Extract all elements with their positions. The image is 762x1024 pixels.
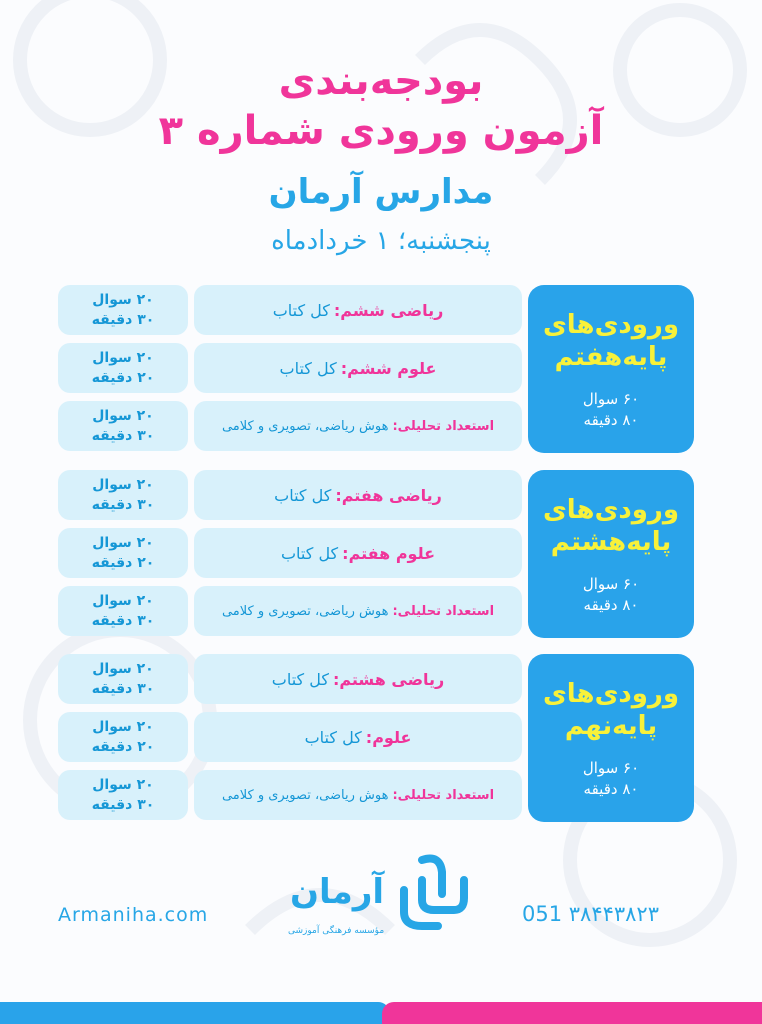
grade-label-line1: ورودی‌های — [542, 310, 680, 340]
subject-description: کل کتاب — [280, 543, 339, 563]
logo-subtitle: مؤسسه فرهنگی آموزشی — [288, 926, 385, 936]
subject-description: کل کتاب — [274, 485, 332, 505]
subject-box — [194, 712, 522, 762]
duration: ۳۰ دقیقه — [91, 428, 155, 444]
subject-name: علوم هفتم: — [342, 543, 436, 563]
grade-section-8 — [58, 470, 694, 638]
grade-section-7 — [58, 285, 694, 453]
grade-total-questions: ۶۰ سوال — [582, 390, 640, 408]
page-title-line1: بودجه‌بندی — [278, 58, 484, 104]
question-time-box — [58, 343, 188, 393]
duration: ۳۰ دقیقه — [91, 681, 155, 697]
subject-box — [194, 343, 522, 393]
subject-description: کل کتاب — [272, 300, 330, 320]
subject-row — [58, 343, 522, 393]
question-count: ۲۰ سوال — [92, 661, 154, 677]
grade-total-time: ۸۰ دقیقه — [583, 596, 639, 614]
duration: ۲۰ دقیقه — [91, 370, 155, 386]
subject-description: کل کتاب — [304, 727, 362, 747]
subject-row — [58, 654, 522, 704]
arman-logo-icon — [384, 850, 470, 936]
subject-box — [194, 470, 522, 520]
subject-row — [58, 528, 522, 578]
duration: ۳۰ دقیقه — [91, 613, 155, 629]
duration: ۳۰ دقیقه — [91, 497, 155, 513]
grade-card — [528, 470, 694, 638]
question-count: ۲۰ سوال — [92, 719, 154, 735]
subject-box — [194, 285, 522, 335]
question-count: ۲۰ سوال — [92, 593, 154, 609]
grade-card — [528, 654, 694, 822]
subject-row — [58, 770, 522, 820]
subject-row — [58, 712, 522, 762]
grade-label-line1: ورودی‌های — [542, 495, 680, 525]
question-time-box — [58, 712, 188, 762]
subject-description: هوش ریاضی، تصویری و کلامی — [221, 418, 389, 434]
grade-total-questions: ۶۰ سوال — [582, 575, 640, 593]
question-time-box — [58, 654, 188, 704]
question-count: ۲۰ سوال — [92, 777, 154, 793]
subject-name: ریاضی هفتم: — [335, 485, 442, 505]
subject-description: هوش ریاضی، تصویری و کلامی — [221, 787, 389, 803]
grade-label-line2: پایه‌هشتم — [550, 527, 672, 557]
grade-total-time: ۸۰ دقیقه — [583, 780, 639, 798]
logo-wordmark: آرمان — [290, 872, 385, 912]
question-time-box — [58, 586, 188, 636]
grade-label-line2: پایه‌نهم — [564, 711, 658, 741]
duration: ۲۰ دقیقه — [91, 555, 155, 571]
question-count: ۲۰ سوال — [92, 477, 154, 493]
question-count: ۲۰ سوال — [92, 535, 154, 551]
question-count: ۲۰ سوال — [92, 350, 154, 366]
duration: ۳۰ دقیقه — [91, 312, 155, 328]
page-title-line2: آزمون ورودی شماره ۳ — [158, 108, 604, 154]
subject-row — [58, 586, 522, 636]
phone-number: 051 ۳۸۴۴۳۸۲۳ — [522, 902, 659, 926]
subject-box — [194, 654, 522, 704]
footer-bar-pink — [382, 1002, 762, 1024]
question-count: ۲۰ سوال — [92, 408, 154, 424]
subject-description: کل کتاب — [271, 669, 329, 689]
website-link[interactable]: Armaniha.com — [58, 904, 209, 926]
subject-description: هوش ریاضی، تصویری و کلامی — [221, 603, 389, 619]
subject-name: ریاضی ششم: — [333, 300, 444, 320]
subject-name: استعداد تحلیلی: — [392, 418, 495, 434]
subject-description: کل کتاب — [279, 358, 337, 378]
grade-total-questions: ۶۰ سوال — [582, 759, 640, 777]
subject-name: علوم ششم: — [340, 358, 437, 378]
duration: ۳۰ دقیقه — [91, 797, 155, 813]
subject-row — [58, 285, 522, 335]
exam-date: پنجشنبه؛ ۱ خردادماه — [271, 226, 491, 256]
subject-box — [194, 586, 522, 636]
subject-name: علوم: — [365, 727, 412, 747]
subject-name: استعداد تحلیلی: — [392, 603, 495, 619]
question-time-box — [58, 470, 188, 520]
question-count: ۲۰ سوال — [92, 292, 154, 308]
grade-card — [528, 285, 694, 453]
question-time-box — [58, 401, 188, 451]
subject-name: ریاضی هشتم: — [332, 669, 445, 689]
subject-row — [58, 401, 522, 451]
subject-box — [194, 401, 522, 451]
duration: ۲۰ دقیقه — [91, 739, 155, 755]
subject-box — [194, 770, 522, 820]
question-time-box — [58, 770, 188, 820]
subject-box — [194, 528, 522, 578]
school-name: مدارس آرمان — [268, 172, 494, 212]
subject-row — [58, 470, 522, 520]
question-time-box — [58, 528, 188, 578]
question-time-box — [58, 285, 188, 335]
grade-total-time: ۸۰ دقیقه — [583, 411, 639, 429]
grade-label-line2: پایه‌هفتم — [554, 342, 668, 372]
subject-name: استعداد تحلیلی: — [392, 787, 495, 803]
grade-section-9 — [58, 654, 694, 822]
footer-bar-blue — [0, 1002, 390, 1024]
grade-label-line1: ورودی‌های — [542, 679, 680, 709]
